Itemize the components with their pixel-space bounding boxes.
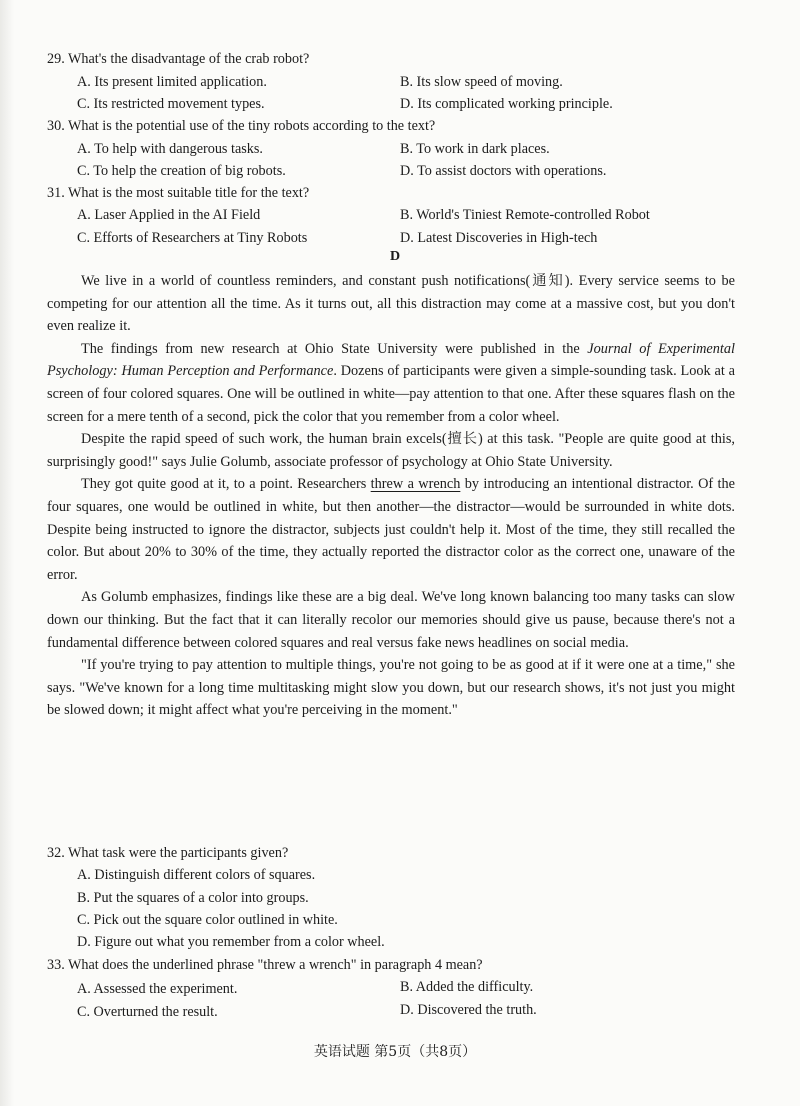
underlined-phrase: threw a wrench <box>370 476 461 493</box>
q30-option-d: D. To assist doctors with operations. <box>400 163 607 179</box>
q30-option-a: A. To help with dangerous tasks. <box>77 141 263 157</box>
q32-option-a: A. Distinguish different colors of squares. <box>77 867 316 883</box>
paragraph-1: We live in a world of countless reminders, and constant push notifications(通知). Every service seems to be competing for our attention all the time. As it turns out, all this distraction may come at a massive cost, but you don't even realize it. <box>47 273 735 335</box>
journal-title: Journal of Experimental Psychology: Human Perception and Performance <box>47 340 735 380</box>
paragraph-2 <box>47 338 735 428</box>
q29-option-c: C. Its restricted movement types. <box>77 96 265 112</box>
q32-option-d: D. Figure out what you remember from a color wheel. <box>77 934 385 950</box>
question-31-stem: 31. What is the most suitable title for the text? <box>47 185 310 201</box>
paragraph-2-start: The findings from new research at Ohio State University were published in the <box>81 340 588 357</box>
q29-option-d: D. Its complicated working principle. <box>400 96 613 112</box>
paragraph-4-start: They got quite good at it, to a point. Researchers <box>81 476 371 493</box>
page-footer: 英语试题 第5页（共8页） <box>313 1044 477 1060</box>
page-binding-shadow <box>0 0 14 1106</box>
q33-option-b: B. Added the difficulty. <box>400 979 534 995</box>
q31-option-a: A. Laser Applied in the AI Field <box>77 207 261 223</box>
paragraph-4-end: by introducing an intentional distractor. Of the four squares, one would be outlined in white, but then another—the distractor—would be surrounded in white dots. Despite being instructed to ignore the distractor, subjects just couldn't help it. Most of the time, they still recalled the color. But about 20% to 30% of the time, they actually reported the distractor color as the correct one, unaware of the error. <box>47 476 735 583</box>
paragraph-4 <box>47 473 735 586</box>
q33-option-d: D. Discovered the truth. <box>400 1002 537 1018</box>
reading-passage <box>47 270 735 722</box>
q32-option-b: B. Put the squares of a color into groups. <box>77 890 309 906</box>
paragraph-6: "If you're trying to pay attention to multiple things, you're not going to be as good at if it were one at a time," she says. "We've known for a long time multitasking might slow you down, but our research shows, it's not just you might be slowed down; it might affect what you're perceiving in the moment." <box>47 657 735 719</box>
paragraph-5: As Golumb emphasizes, findings like these are a big deal. We've long known balancing too many tasks can slow down our thinking. But the fact that it can literally recolor our memories should give us pause, because there's not a fundamental difference between colored squares and real versus fake news headlines on social media. <box>47 589 735 651</box>
q33-option-a: A. Assessed the experiment. <box>77 981 238 997</box>
paragraph-3: Despite the rapid speed of such work, the human brain excels(擅长) at this task. "People are quite good at this, surprisingly good!" says Julie Golumb, associate professor of psychology at Ohio State University. <box>47 431 735 470</box>
q31-option-c: C. Efforts of Researchers at Tiny Robots <box>77 230 308 246</box>
q29-option-a: A. Its present limited application. <box>77 74 267 90</box>
question-32-stem: 32. What task were the participants given? <box>47 845 289 861</box>
question-29-stem: 29. What's the disadvantage of the crab robot? <box>47 51 310 67</box>
q30-option-c: C. To help the creation of big robots. <box>77 163 286 179</box>
q33-option-c: C. Overturned the result. <box>77 1004 218 1020</box>
q29-option-b: B. Its slow speed of moving. <box>400 74 563 90</box>
paragraph-2-end: . Dozens of participants were given a simple-sounding task. Look at a screen of four colored squares. One will be outlined in white—pay attention to that one. After these squares flash on the screen for a mere tenth of a second, pick the color that you remember from a color wheel. <box>47 363 735 425</box>
q30-option-b: B. To work in dark places. <box>400 141 550 157</box>
question-30-stem: 30. What is the potential use of the tiny robots according to the text? <box>47 118 436 134</box>
q31-option-b: B. World's Tiniest Remote-controlled Robot <box>400 207 650 223</box>
question-33-stem: 33. What does the underlined phrase "threw a wrench" in paragraph 4 mean? <box>47 957 483 973</box>
q31-option-d: D. Latest Discoveries in High-tech <box>400 230 598 246</box>
section-d-heading: D <box>389 249 401 264</box>
q32-option-c: C. Pick out the square color outlined in white. <box>77 912 338 928</box>
